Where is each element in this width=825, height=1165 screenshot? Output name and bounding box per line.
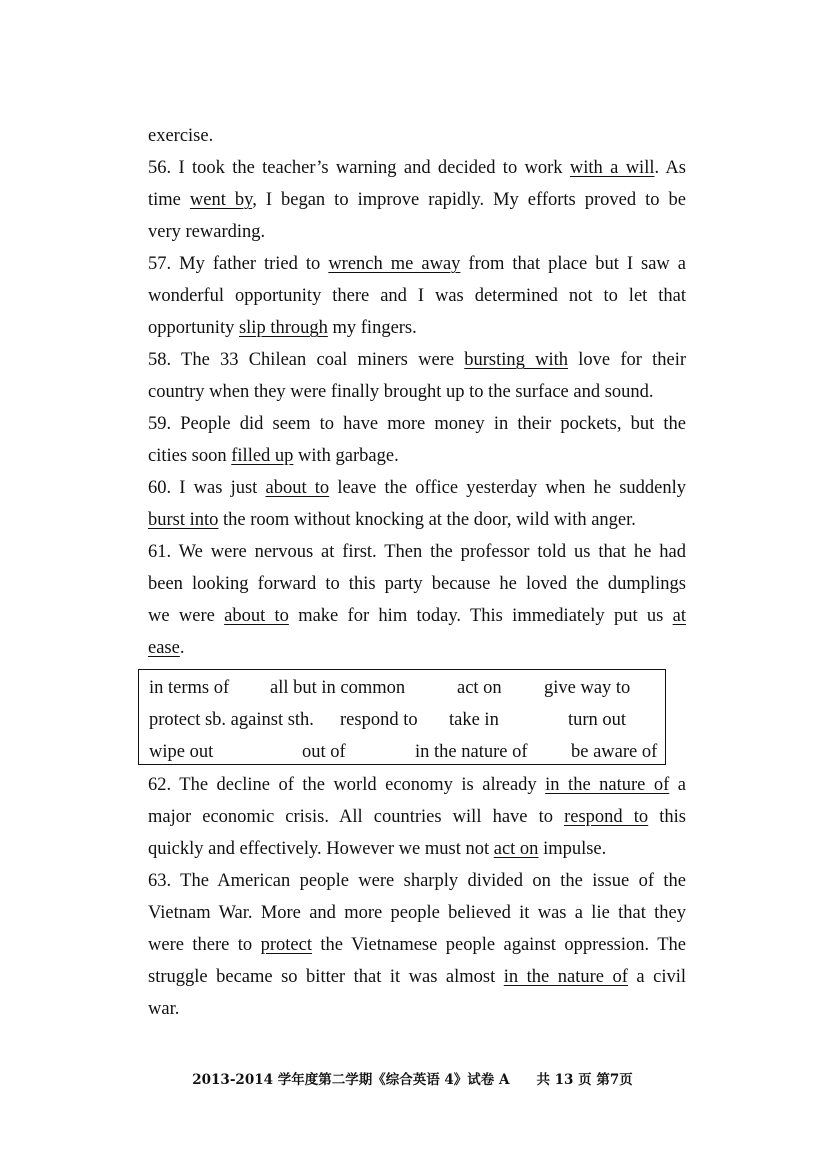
paragraph-text: time xyxy=(148,190,190,210)
paragraph-text: . xyxy=(179,638,185,658)
paragraph-text: with garbage. xyxy=(293,446,399,466)
paragraph-text: quickly and effectively. However we must not xyxy=(148,839,494,859)
paragraph-text: 62. The decline of the world economy is already xyxy=(148,775,546,795)
underlined-phrase: in the nature of xyxy=(545,775,670,795)
paragraph-text: 63. The American people were sharply divided on the issue of the xyxy=(148,871,686,891)
word-bank-box xyxy=(138,669,666,765)
paragraph-text: 60. I was just xyxy=(148,478,266,498)
item-57-line-1 xyxy=(148,248,686,280)
paragraph-text: my fingers. xyxy=(327,318,417,338)
paragraph-text: exercise. xyxy=(148,126,214,146)
word-bank-item: out of xyxy=(302,742,346,762)
exam-page-body-lower xyxy=(148,769,686,1025)
item-61-line-4 xyxy=(148,632,686,664)
paragraph-text: 59. People did seem to have more money in their pockets, but the xyxy=(148,414,686,434)
underlined-phrase: act on xyxy=(493,839,539,859)
paragraph-text: impulse. xyxy=(538,839,607,859)
word-bank-item: all but in common xyxy=(270,678,406,698)
underlined-phrase: about to xyxy=(224,606,289,626)
item-56-line-3 xyxy=(148,216,686,248)
item-63-line-3 xyxy=(148,929,686,961)
paragraph-text: 58. The 33 Chilean coal miners were xyxy=(148,350,465,370)
item-61-line-1 xyxy=(148,536,686,568)
item-60-line-1 xyxy=(148,472,686,504)
word-bank-item: respond to xyxy=(340,710,418,730)
underlined-phrase: about to xyxy=(265,478,330,498)
underlined-phrase: bursting with xyxy=(464,350,569,370)
paragraph-text: . As xyxy=(654,158,686,178)
paragraph-text: were there to xyxy=(148,935,261,955)
word-bank-item: take in xyxy=(449,710,499,730)
item-63-line-5 xyxy=(148,993,686,1025)
paragraph-text: very rewarding. xyxy=(148,222,266,242)
paragraph-text: opportunity xyxy=(148,318,239,338)
item-59-line-2 xyxy=(148,440,686,472)
paragraph-text: major economic crisis. All countries will have to xyxy=(148,807,565,827)
item-59-line-1 xyxy=(148,408,686,440)
item-58-line-1 xyxy=(148,344,686,376)
underlined-phrase: ease xyxy=(148,638,180,658)
word-bank-item: protect sb. against sth. xyxy=(149,710,314,730)
paragraph-text: make for him today. This immediately put us xyxy=(288,606,673,626)
item-63-line-4 xyxy=(148,961,686,993)
item-61-line-2 xyxy=(148,568,686,600)
underlined-phrase: wrench me away xyxy=(328,254,461,274)
paragraph-text: cities soon xyxy=(148,446,232,466)
paragraph-text: from that place but I saw a xyxy=(460,254,687,274)
paragraph-text: war. xyxy=(148,999,180,1019)
paragraph-text: we were xyxy=(148,606,225,626)
paragraph-text: a civil xyxy=(627,967,687,987)
paragraph-text: this xyxy=(648,807,687,827)
item-60-line-2 xyxy=(148,504,686,536)
paragraph-text: struggle became so bitter that it was almost xyxy=(148,967,504,987)
word-bank-item: in terms of xyxy=(149,678,230,698)
item-56-line-2 xyxy=(148,184,686,216)
paragraph-text: wonderful opportunity there and I was determined not to let that xyxy=(148,286,686,306)
paragraph-text: the Vietnamese people against oppression. The xyxy=(311,935,686,955)
paragraph-text: Vietnam War. More and more people believed it was a lie that they xyxy=(148,903,686,923)
item-62-line-3 xyxy=(148,833,686,865)
word-bank-item: in the nature of xyxy=(415,742,528,762)
paragraph-text: the room without knocking at the door, wild with anger. xyxy=(218,510,636,530)
paragraph-text: been looking forward to this party because he loved the dumplings xyxy=(148,574,686,594)
underlined-phrase: burst into xyxy=(148,510,219,530)
paragraph-text: , I began to improve rapidly. My efforts proved to be xyxy=(252,190,686,210)
paragraph-text: 56. I took the teacher’s warning and decided to work xyxy=(148,158,570,178)
underlined-phrase: in the nature of xyxy=(503,967,628,987)
paragraph-text: leave the office yesterday when he suddenly xyxy=(329,478,686,498)
underlined-phrase: protect xyxy=(260,935,312,955)
paragraph-text: 57. My father tried to xyxy=(148,254,329,274)
item-57-line-2 xyxy=(148,280,686,312)
underlined-phrase: filled up xyxy=(231,446,294,466)
item-62-line-1 xyxy=(148,769,686,801)
item-61-line-3 xyxy=(148,600,686,632)
item-58-line-2 xyxy=(148,376,686,408)
item-63-line-1 xyxy=(148,865,686,897)
item-57-line-3 xyxy=(148,312,686,344)
paragraph-text: a xyxy=(669,775,686,795)
word-bank-item: give way to xyxy=(544,678,631,698)
paragraph-text: love for their xyxy=(568,350,687,370)
item-62-line-2 xyxy=(148,801,686,833)
paragraph-text: 61. We were nervous at first. Then the professor told us that he had xyxy=(148,542,686,562)
word-bank-item: be aware of xyxy=(571,742,658,762)
underlined-phrase: with a will xyxy=(569,158,655,178)
underlined-phrase: went by xyxy=(189,190,253,210)
word-bank-item: turn out xyxy=(568,710,627,730)
exam-page-body xyxy=(148,120,686,664)
paragraph-text: country when they were finally brought up to the surface and sound. xyxy=(148,382,654,402)
item-63-line-2 xyxy=(148,897,686,929)
word-bank-item: act on xyxy=(457,678,502,698)
text-line xyxy=(148,120,686,152)
page-footer: 2013-2014 学年度第二学期《综合英语 4》试卷 A 共 13 页 第7页 xyxy=(192,1072,633,1088)
item-56-line-1 xyxy=(148,152,686,184)
underlined-phrase: at xyxy=(672,606,686,626)
word-bank-item: wipe out xyxy=(149,742,214,762)
underlined-phrase: slip through xyxy=(238,318,328,338)
underlined-phrase: respond to xyxy=(564,807,649,827)
